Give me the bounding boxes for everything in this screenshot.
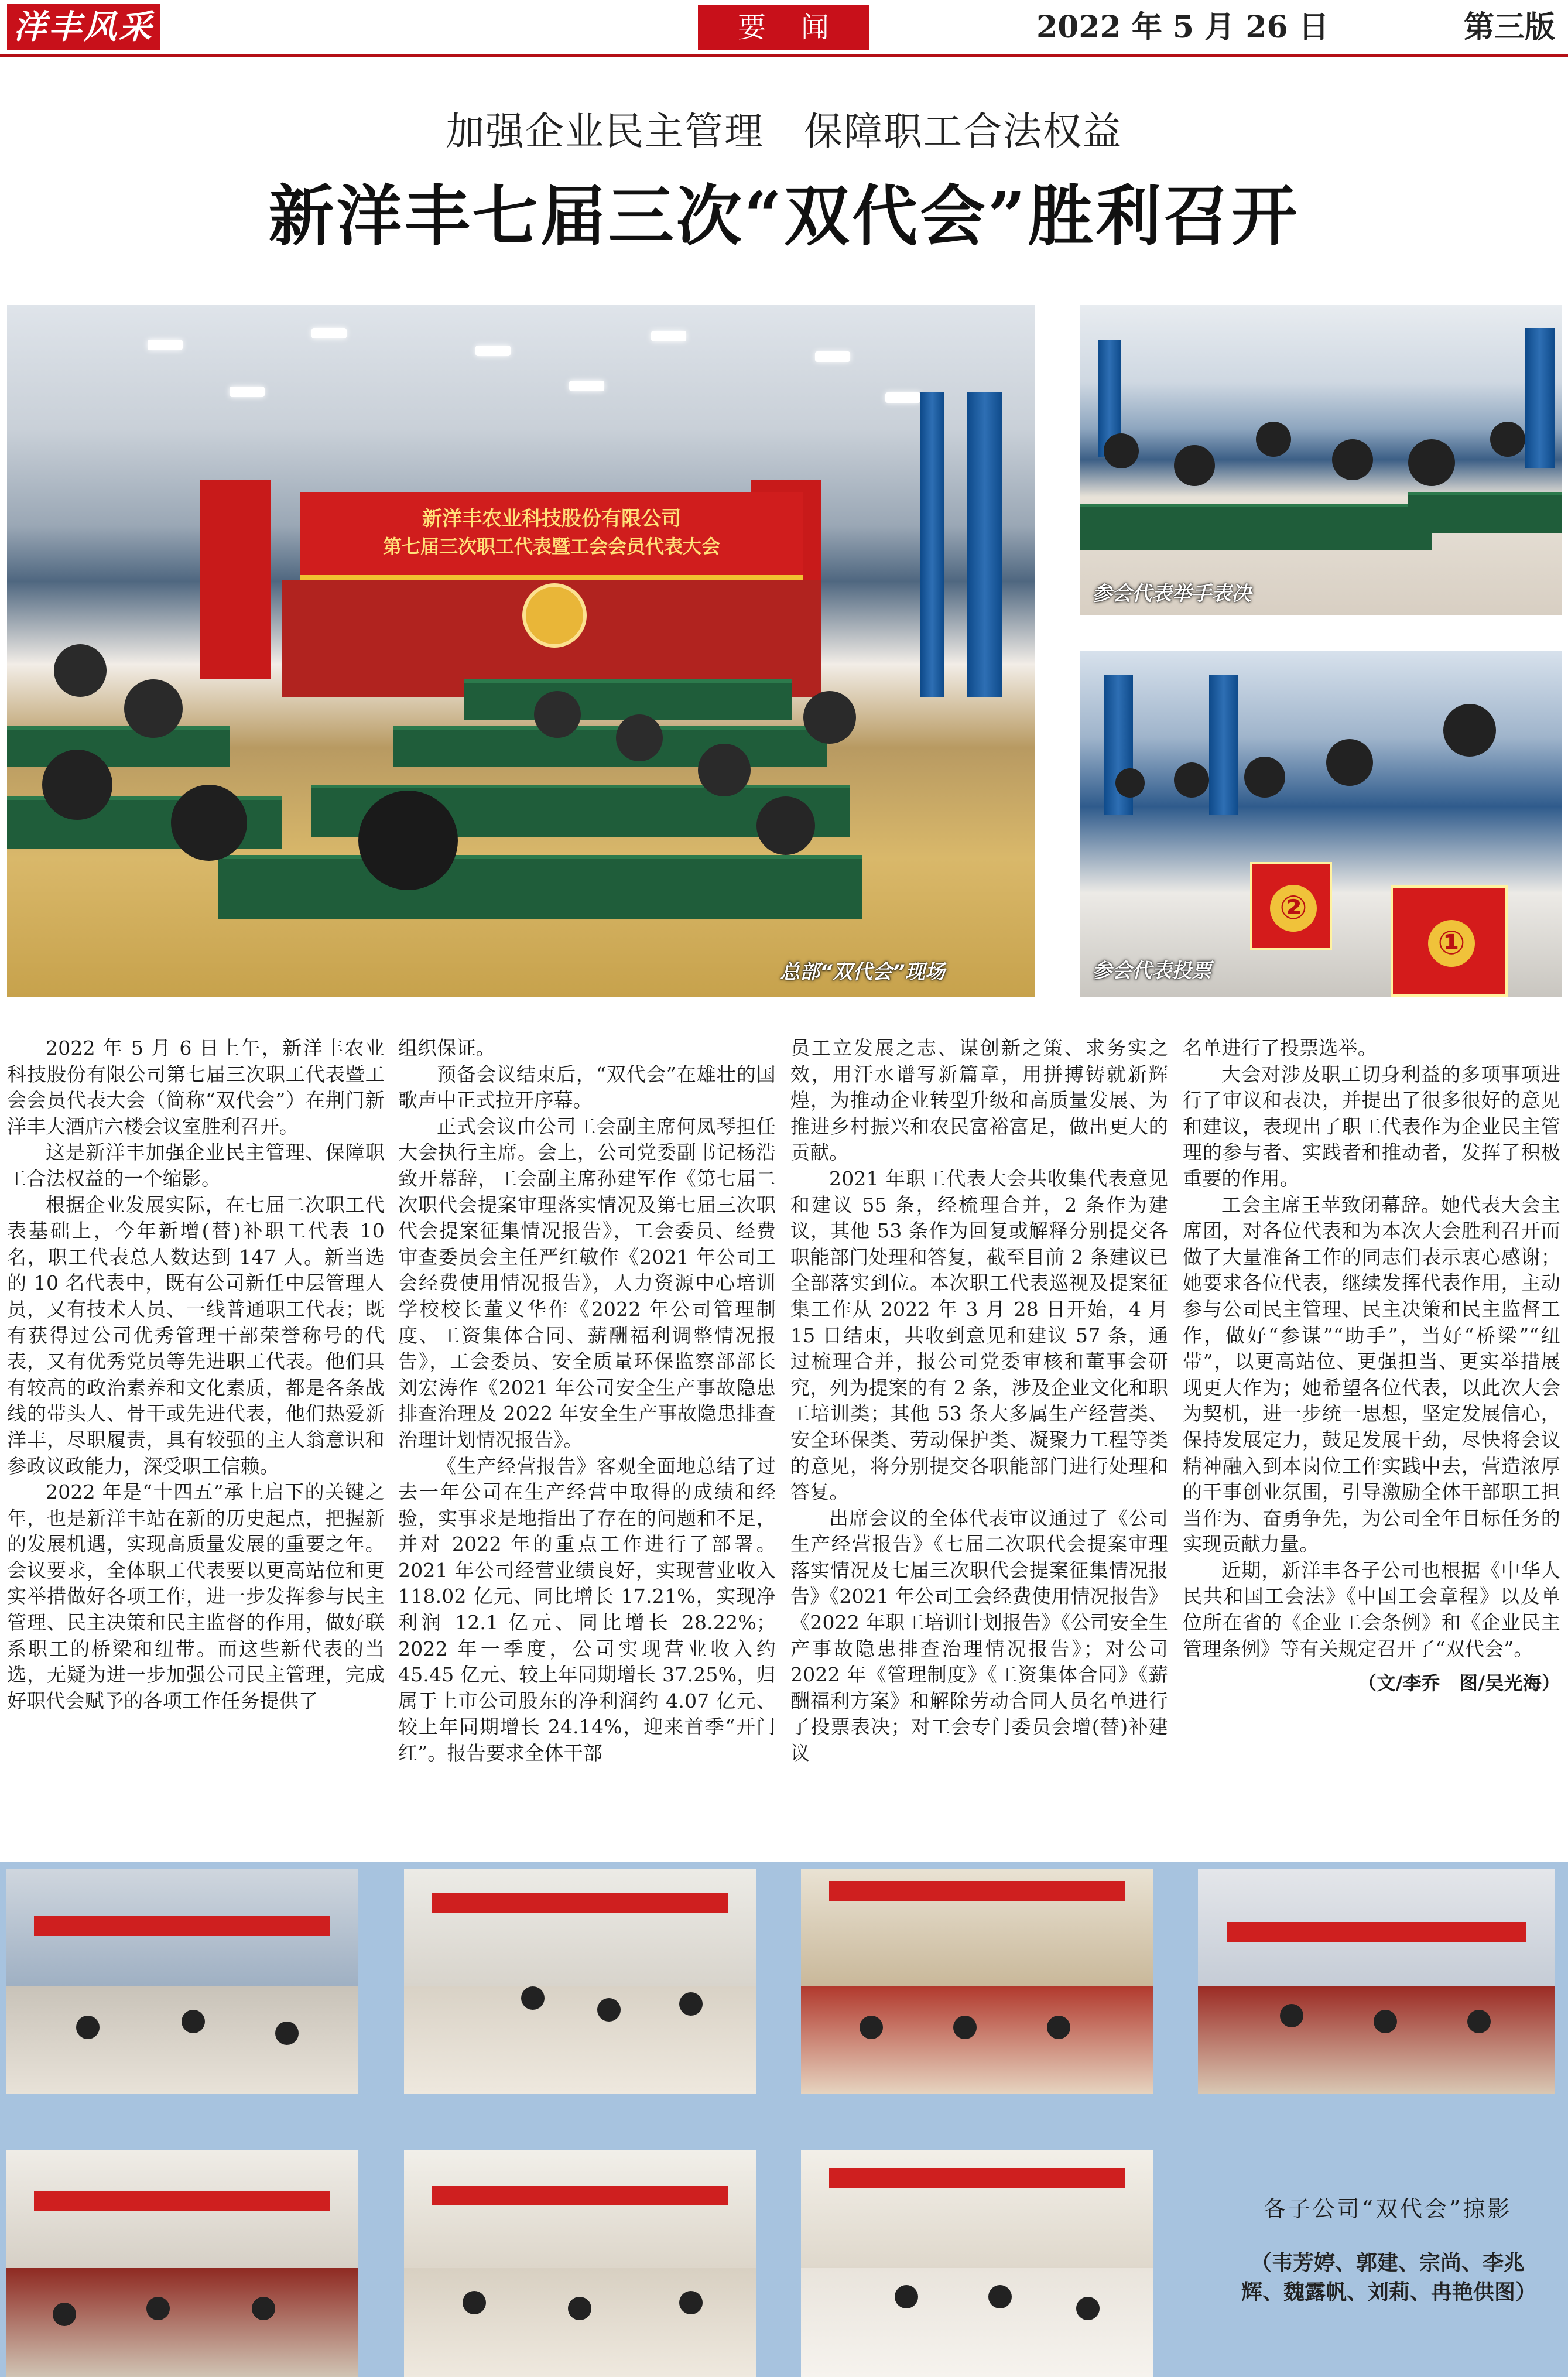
gallery-photo <box>6 2150 358 2377</box>
article-paragraph: 组织保证。 <box>398 1037 495 1059</box>
main-photo-caption: 总部“双代会”现场 <box>780 960 945 984</box>
article-paragraph: 大会对涉及职工切身利益的多项事项进行了审议和表决，并提出了很多很好的意见和建议，表现出了职工代表作为企业民主管理的参与者、实践者和推动者，发挥了积极重要的作用。 <box>1183 1062 1560 1190</box>
article-paragraph: 2021 年职工代表大会共收集代表意见和建议 55 条，经梳理合并，2 条作为建议，其他 53 条作为回复或解释分别提交各职能部门处理和答复，截至目前 2 条建议已全部落实到位。本次职工代表巡视及提案征集工作从 2022 年 3 月 28 日开始，4 月 15 日结束，共收到意见和建议 57 条，通过梳理合并，报公司党委审核和董事会研究，列为提案的有 2 条，涉及企业文化和职工培训类；其他 53 条大多属生产经营类、安全环保类、劳动保护类、凝聚力工程等类的意见，将分别提交各职能部门进行处理和答复。 <box>790 1167 1168 1504</box>
article-paragraph: 根据企业发展实际，在七届二次职工代表基础上，今年新增(替)补职工代表 10 名，职工代表总人数达到 147 人。新当选的 10 名代表中，既有公司新任中层管理人员，又有技术人员、一线普通职工代表；既有获得过公司优秀管理干部荣誉称号的代表，又有优秀党员等先进职工代表。他们具有较高的政治素养和文化素质，都是各条战线的带头人、骨干或先进代表，他们热爱新洋丰，尽职履责，具有较强的主人翁意识和参政议政能力，深受职工信赖。 <box>7 1193 385 1477</box>
article-paragraph: 出席会议的全体代表审议通过了《公司生产经营报告》《七届二次职代会提案审理落实情况及七届三次职代会提案征集情况报告》《2021 年公司工会经费使用情况报告》《2022 年职工培训计划报告》《公司安全生产事故隐患排查治理情况报告》；对公司 2022 年《管理制度》《工资集体合同》《薪酬福利方案》和解除劳动合同人员名单进行了投票表决；对工会专门委员会增(替)补建议 <box>790 1506 1168 1765</box>
article-paragraph: 预备会议结束后，“双代会”在雄壮的国歌声中正式拉开序幕。 <box>398 1062 776 1112</box>
ballot-photo: ② ① 参会代表投票 <box>1080 651 1562 997</box>
gallery-caption: 各子公司“双代会”掠影 <box>1263 2196 1512 2222</box>
article-column-1 <box>7 1035 385 1714</box>
gallery-credit: （韦芳婷、郭建、宗尚、李兆辉、魏露帆、刘莉、冉艳供图） <box>1241 2251 1537 2304</box>
article-column-2 <box>398 1035 776 1767</box>
article-paragraph: 近期，新洋丰各子公司也根据《中华人民共和国工会法》《中国工会章程》以及单位所在省的《企业工会条例》和《企业民主管理条例》等有关规定召开了“双代会”。 <box>1183 1558 1560 1660</box>
article-paragraph: 名单进行了投票选举。 <box>1183 1037 1377 1059</box>
article-paragraph: 2022 年 5 月 6 日上午，新洋丰农业科技股份有限公司第七届三次职工代表暨工会会员代表大会（简称“双代会”）在荆门新洋丰大酒店六楼会议室胜利召开。 <box>7 1037 385 1138</box>
masthead <box>0 0 1568 57</box>
stage-banner: 新洋丰农业科技股份有限公司 第七届三次职工代表暨工会会员代表大会 <box>300 492 803 580</box>
article-paragraph: 员工立发展之志、谋创新之策、求务实之效，用汗水谱写新篇章，用拼搏铸就新辉煌，为推动企业转型升级和高质量发展、为推进乡村振兴和农民富裕富足，做出更大的贡献。 <box>790 1037 1168 1164</box>
union-emblem-icon <box>522 583 587 648</box>
vote-photo-caption: 参会代表举手表决 <box>1092 582 1251 606</box>
article-column-3 <box>790 1035 1168 1767</box>
article-paragraph: 这是新洋丰加强企业民主管理、保障职工合法权益的一个缩影。 <box>7 1141 385 1190</box>
ballot-photo-caption: 参会代表投票 <box>1092 959 1211 983</box>
article-byline: （文/李乔 图/吴光海） <box>1358 1672 1560 1695</box>
gallery-photo <box>801 1869 1153 2094</box>
article-paragraph: 工会主席王苹致闭幕辞。她代表大会主席团，对各位代表和为本次大会胜利召开而做了大量准备工作的同志们表示衷心感谢；她要求各位代表，继续发挥代表作用，主动参与公司民主管理、民主决策和民主监督工作，做好“参谋”“助手”，当好“桥梁”“纽带”，以更高站位、更强担当、更实举措展现更大作为；她希望各位代表，以此次大会为契机，进一步统一思想，坚定发展信心，保持发展定力，鼓足发展干劲，尽快将会议精神融入到本岗位工作实践中去，营造浓厚的干事创业氛围，引导激励全体干部职工担当作为、奋勇争先，为公司全年目标任务的实现贡献力量。 <box>1183 1193 1560 1556</box>
page-number: 第三版 <box>1464 9 1556 45</box>
article-paragraph: 正式会议由公司工会副主席何凤琴担任大会执行主席。会上，公司党委副书记杨浩致开幕辞，工会副主席孙建军作《第七届二次职代会提案审理落实情况及第七届三次职代会提案征集情况报告》，工会委员、经费审查委员会主任严红敏作《2021 年公司工会经费使用情况报告》，人力资源中心培训学校校长董义华作《2022 年公司管理制度、工资集体合同、薪酬福利调整情况报告》，工会委员、安全质量环保监察部部长刘宏涛作《2021 年公司安全生产事故隐患排查治理及 2022 年安全生产事故隐患排查治理计划情况报告》。 <box>398 1114 776 1451</box>
gallery-photo <box>404 1869 756 2094</box>
article-subhead: 加强企业民主管理 保障职工合法权益 <box>446 109 1122 154</box>
article-column-4 <box>1183 1035 1560 1697</box>
article-paragraph: 2022 年是“十四五”承上启下的关键之年，也是新洋丰站在新的历史起点，把握新的发展机遇，实现高质量发展的重要之年。会议要求，全体职工代表要以更高站位和更实举措做好各项工作，进一步发挥参与民主管理、民主决策和民主监督的作用，做好联系职工的桥梁和纽带。而这些新代表的当选，无疑为进一步加强公司民主管理，完成好职代会赋予的各项工作任务提供了 <box>7 1480 385 1712</box>
gallery-photo <box>1198 1869 1555 2094</box>
article-headline: 新洋丰七届三次“双代会”胜利召开 <box>268 178 1300 255</box>
publication-logo: 洋丰风采 <box>7 4 160 50</box>
section-label: 要闻 <box>698 5 869 50</box>
issue-date: 2022 年 5 月 26 日 <box>1036 9 1329 45</box>
gallery-photo <box>404 2150 756 2377</box>
gallery-photo <box>801 2150 1153 2377</box>
article-paragraph: 《生产经营报告》客观全面地总结了过去一年公司在生产经营中取得的成绩和经验，实事求是地指出了存在的问题和不足，并对 2022 年的重点工作进行了部署。2021 年公司经营业绩良好，实现营业收入 118.02 亿元、同比增长 17.21%，实现净利润 12.1 亿元、同比增长 28.22%；2022 年一季度，公司实现营业收入约 45.45 亿元、较上年同期增长 37.25%，归属于上市公司股东的净利润约 4.07 亿元、较上年同期增长 24.14%，迎来首季“开门红”。报告要求全体干部 <box>398 1454 776 1765</box>
gallery-photo <box>6 1869 358 2094</box>
hand-vote-photo <box>1080 305 1562 615</box>
main-hall-photo <box>7 305 1035 997</box>
